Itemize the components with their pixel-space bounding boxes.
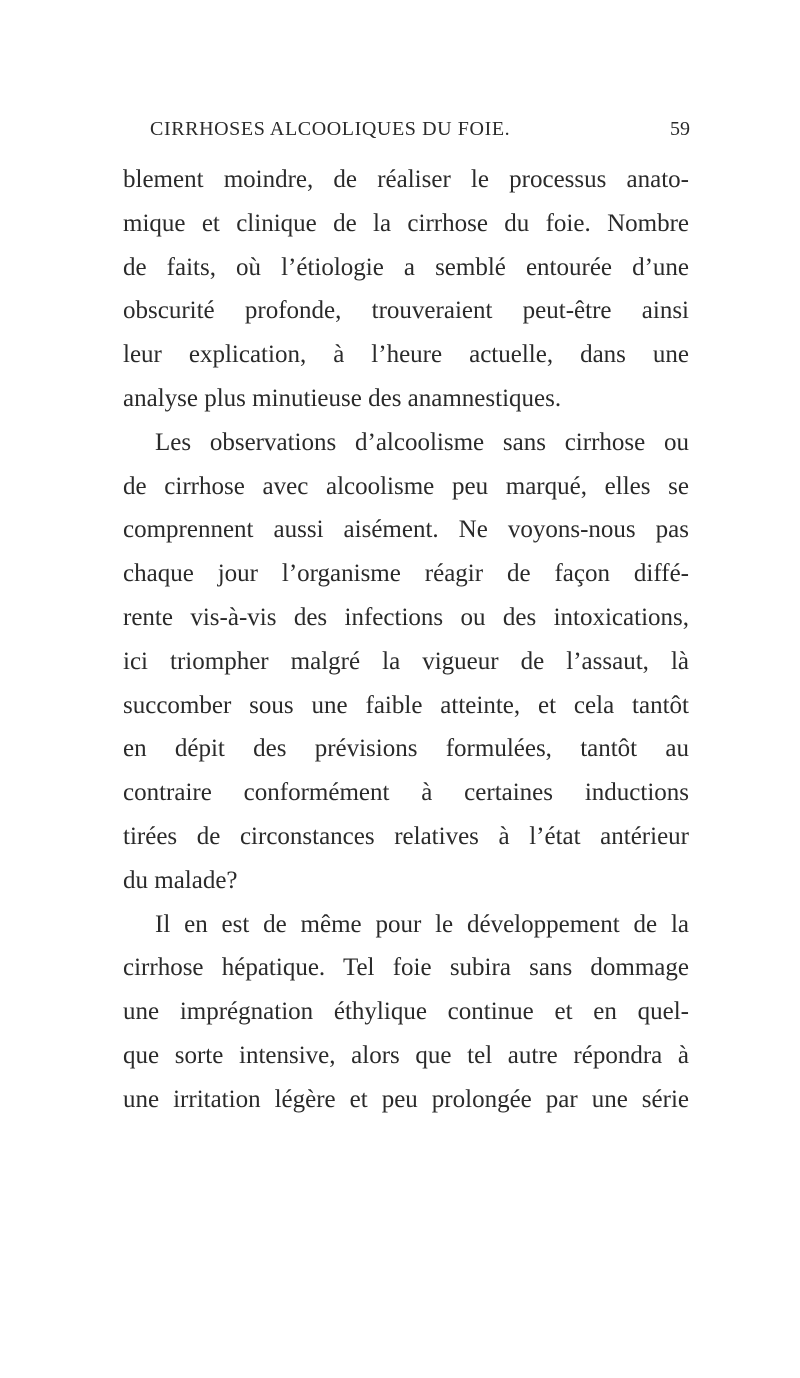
- text-line: que sorte intensive, alors que tel autre répondra à: [123, 1041, 689, 1069]
- text-line: de cirrhose avec alcoolisme peu marqué, elles se: [123, 472, 689, 500]
- text-line: succomber sous une faible atteinte, et cela tantôt: [123, 691, 689, 719]
- paragraph-start-line: Les observations d’alcoolisme sans cirrhose ou: [155, 428, 689, 456]
- text-line: ici triompher malgré la vigueur de l’assaut, là: [123, 647, 689, 675]
- text-line: leur explication, à l’heure actuelle, dans une: [123, 341, 689, 369]
- text-line: du malade?: [123, 866, 238, 894]
- running-head: [150, 114, 690, 144]
- body-text: [123, 158, 689, 1218]
- page-number: 59: [670, 118, 690, 140]
- text-line: contraire conformément à certaines inductions: [123, 779, 689, 807]
- text-line: obscurité profonde, trouveraient peut-être ainsi: [123, 297, 689, 325]
- text-line: comprennent aussi aisément. Ne voyons-nous pas: [123, 516, 689, 544]
- text-line: de faits, où l’étiologie a semblé entourée d’une: [123, 253, 689, 281]
- running-title: CIRRHOSES ALCOOLIQUES DU FOIE.: [150, 118, 511, 140]
- text-line: mique et clinique de la cirrhose du foie. Nombre: [123, 209, 689, 237]
- text-line: une imprégnation éthylique continue et en quel-: [123, 998, 689, 1026]
- text-line: une irritation légère et peu prolongée par une série: [123, 1085, 689, 1113]
- text-line: tirées de circonstances relatives à l’état antérieur: [123, 822, 689, 850]
- paragraph-start-line: Il en est de même pour le développement de la: [155, 910, 689, 938]
- text-line: analyse plus minutieuse des anamnestiques.: [123, 384, 562, 412]
- text-line: rente vis-à-vis des infections ou des intoxications,: [123, 603, 689, 631]
- text-line: blement moindre, de réaliser le processus anato-: [123, 166, 689, 193]
- text-line: chaque jour l’organisme réagir de façon diffé-: [123, 560, 689, 588]
- text-line: cirrhose hépatique. Tel foie subira sans dommage: [123, 954, 689, 982]
- text-line: en dépit des prévisions formulées, tantôt au: [123, 735, 689, 763]
